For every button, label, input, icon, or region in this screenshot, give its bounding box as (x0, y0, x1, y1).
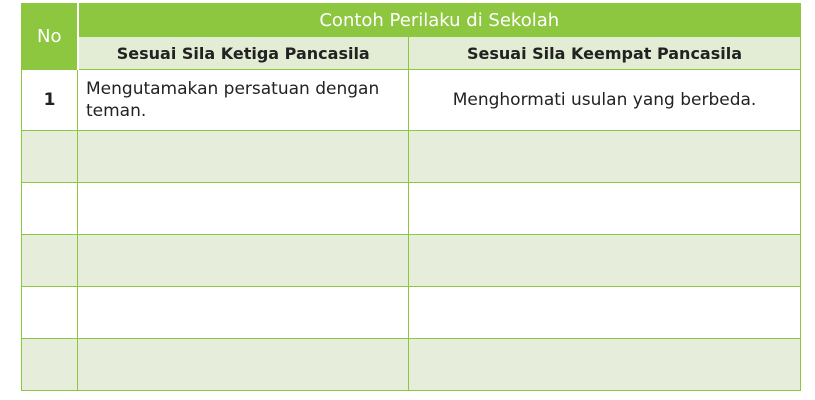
row-number: 1 (22, 70, 78, 131)
behavior-worksheet-table (21, 3, 801, 391)
header-row-columns (22, 37, 801, 70)
col-sila-keempat-header: Sesuai Sila Keempat Pancasila (409, 37, 801, 70)
sila-keempat-cell[interactable] (409, 235, 801, 287)
sila-keempat-cell[interactable] (409, 131, 801, 183)
sila-ketiga-cell[interactable] (78, 131, 409, 183)
row-number (22, 339, 78, 391)
sila-ketiga-cell[interactable] (78, 287, 409, 339)
table-row (22, 131, 801, 183)
no-column-header: No (22, 4, 78, 70)
sila-ketiga-cell[interactable]: Mengutamakan persatuan dengan teman. (78, 70, 409, 131)
sila-keempat-cell[interactable] (409, 183, 801, 235)
table-row (22, 235, 801, 287)
sila-keempat-cell[interactable] (409, 287, 801, 339)
sila-ketiga-cell[interactable] (78, 235, 409, 287)
table-row (22, 287, 801, 339)
col-sila-ketiga-header: Sesuai Sila Ketiga Pancasila (78, 37, 409, 70)
table-row (22, 339, 801, 391)
row-number (22, 235, 78, 287)
sila-ketiga-cell[interactable] (78, 339, 409, 391)
table-row (22, 183, 801, 235)
header-row-group (22, 4, 801, 37)
sila-keempat-cell[interactable]: Menghormati usulan yang berbeda. (409, 70, 801, 131)
group-header: Contoh Perilaku di Sekolah (78, 4, 801, 37)
row-number (22, 131, 78, 183)
row-number (22, 287, 78, 339)
sila-ketiga-cell[interactable] (78, 183, 409, 235)
row-number (22, 183, 78, 235)
sila-keempat-cell[interactable] (409, 339, 801, 391)
table-row (22, 70, 801, 131)
